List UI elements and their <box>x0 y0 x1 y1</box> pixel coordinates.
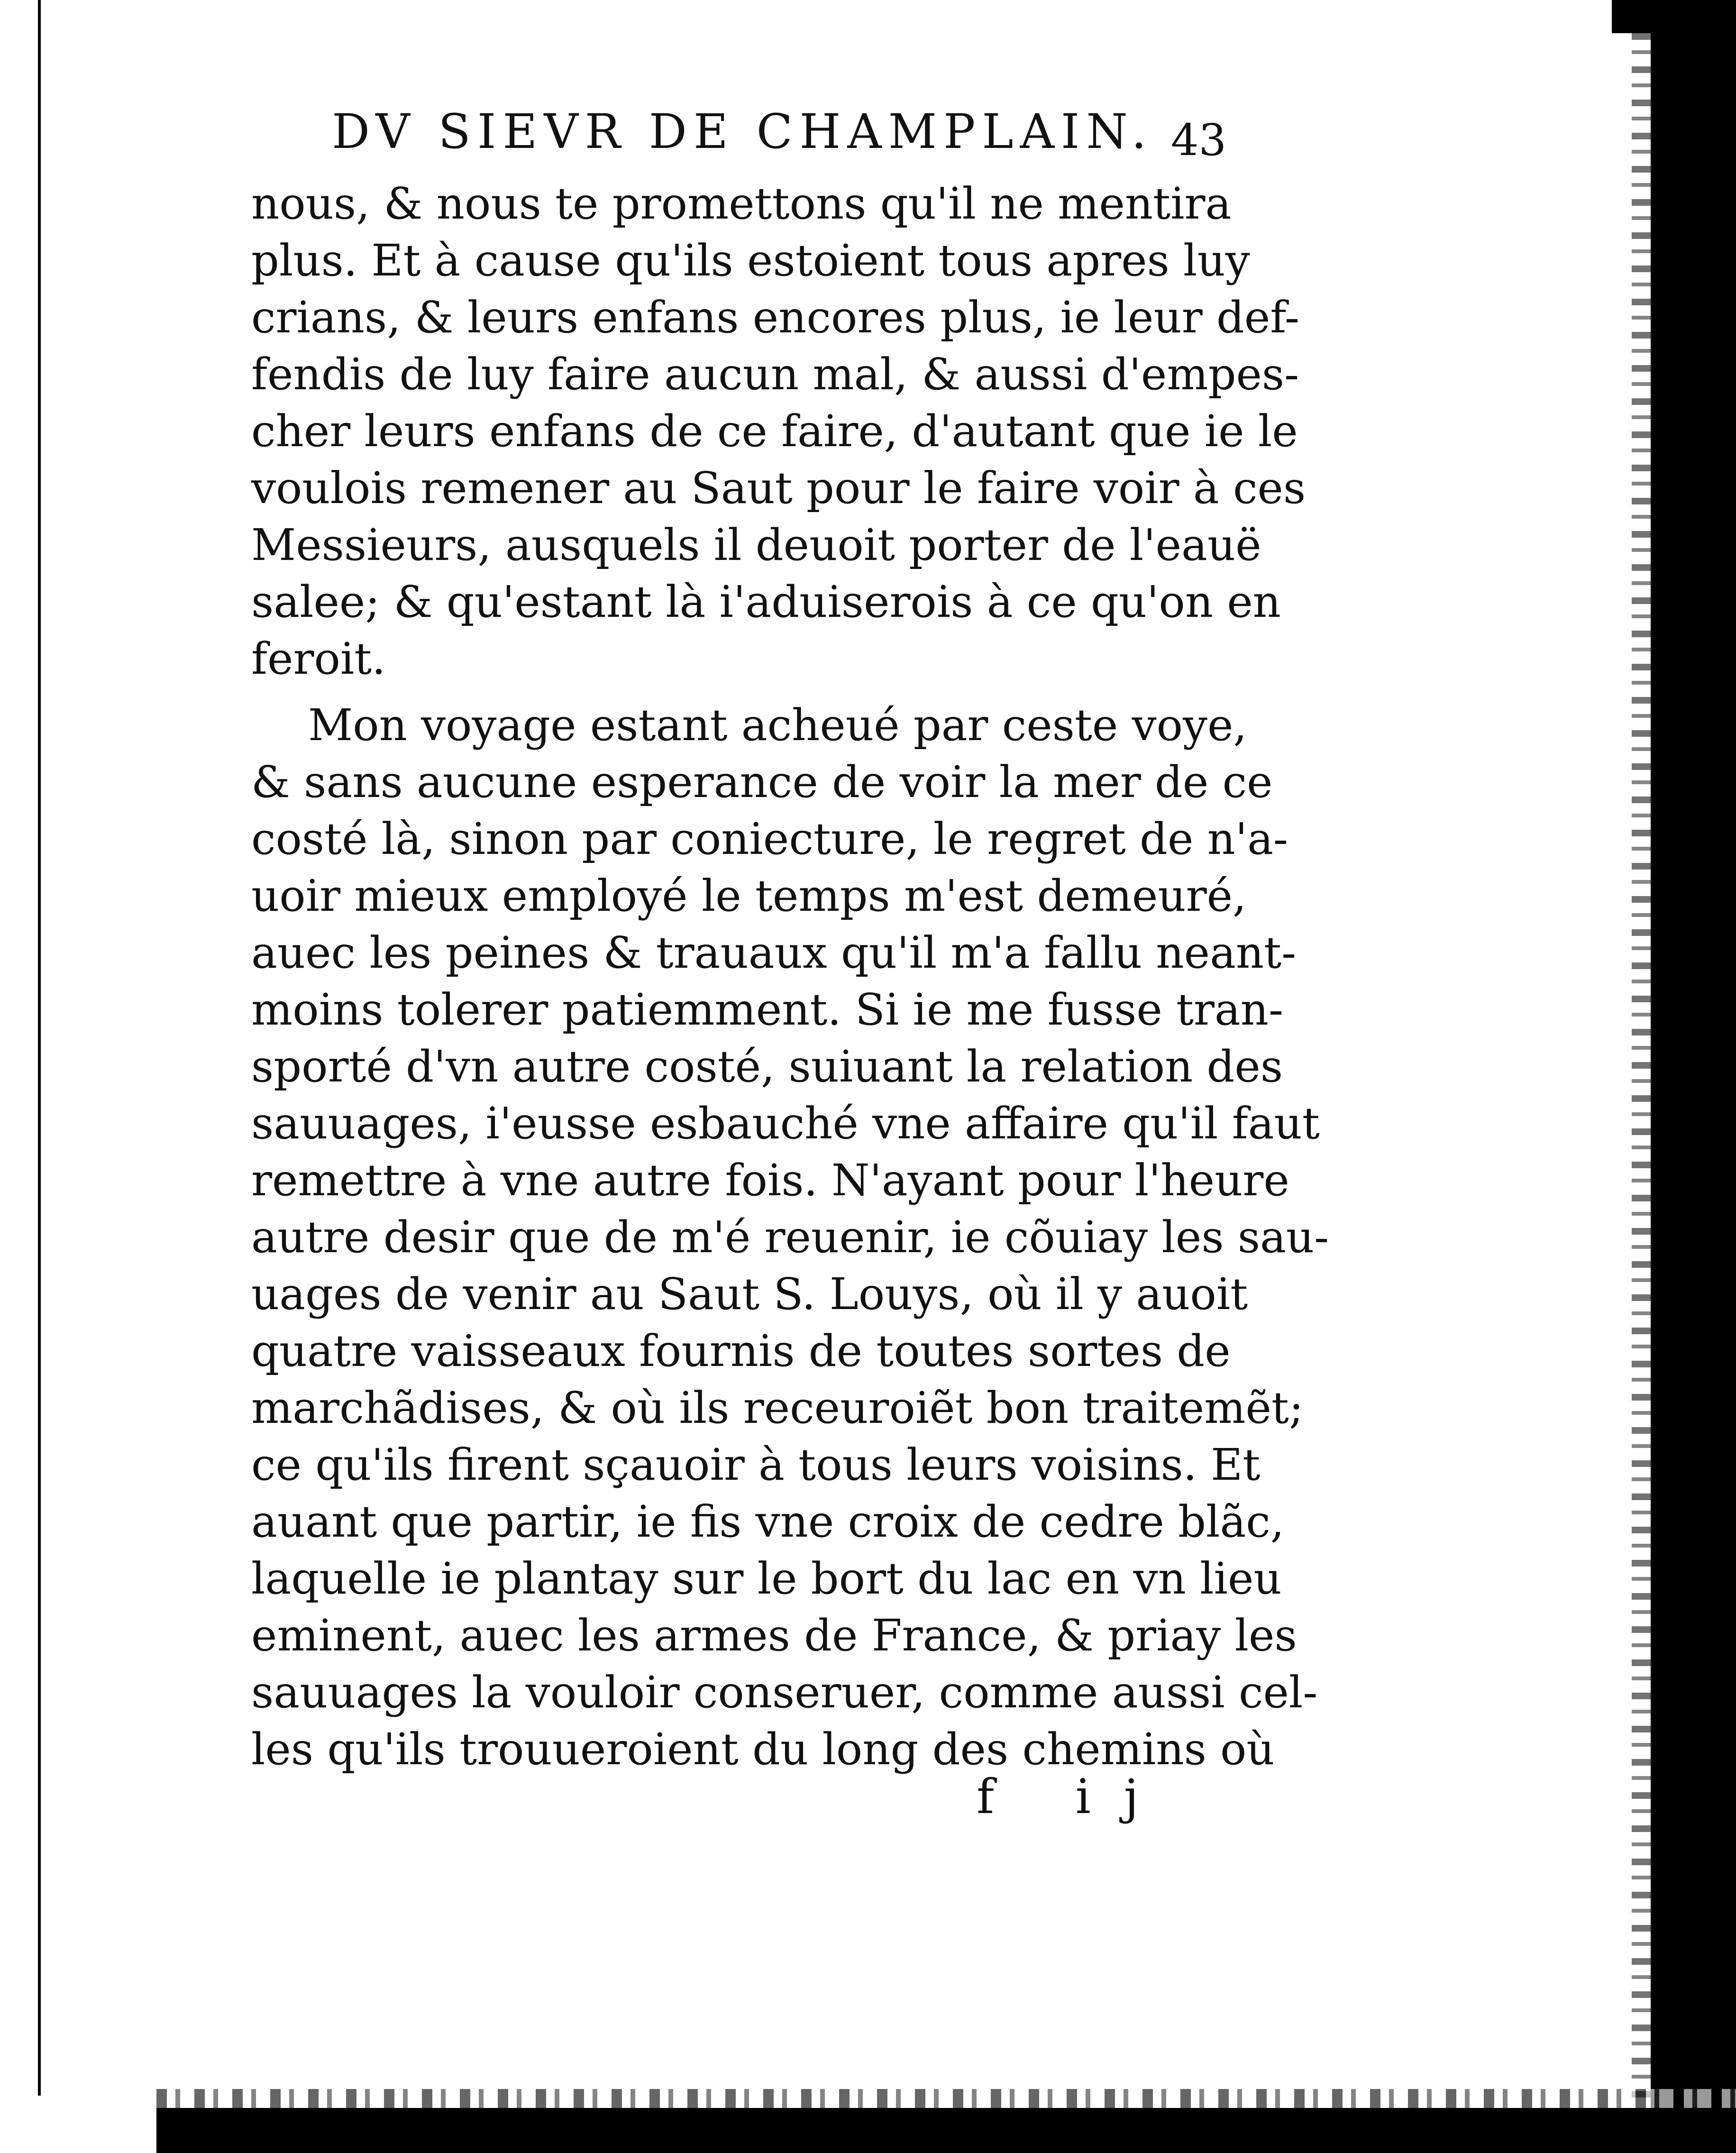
text-line: autre desir que de m'é reuenir, ie cõuiay les sau- <box>251 1212 1329 1263</box>
text-line: remettre à vne autre fois. N'ayant pour l'heure <box>251 1155 1289 1206</box>
text-line: les qu'ils trouueroient du long des chemins où <box>251 1724 1275 1775</box>
text-line: voulois remener au Saut pour le faire voir à ces <box>251 463 1306 513</box>
text-line: auec les peines & trauaux qu'il m'a fallu neant- <box>251 927 1297 978</box>
text-line: sporté d'vn autre costé, suiuant la relation des <box>251 1041 1283 1092</box>
text-line: costé là, sinon par coniecture, le regret de n'a- <box>251 814 1288 864</box>
page-number: 43 <box>1171 115 1227 165</box>
scan-bottom-strip <box>156 2108 1736 2153</box>
scan-top-strip <box>1612 0 1736 33</box>
text-line: ce qu'ils firent sçauoir à tous leurs voisins. Et <box>251 1439 1261 1490</box>
running-head: DV SIEVR DE CHAMPLAIN. <box>332 104 1153 159</box>
text-line: laquelle ie plantay sur le bort du lac en vn lieu <box>251 1553 1282 1604</box>
text-line-indented: Mon voyage estant acheué par ceste voye, <box>308 700 1247 751</box>
text-line: & sans aucune esperance de voir la mer de ce <box>251 757 1273 807</box>
text-line: sauuages la vouloir conseruer, comme aussi cel- <box>251 1667 1318 1718</box>
text-line: Messieurs, ausquels il deuoit porter de l'eauë <box>251 520 1261 570</box>
text-line: salee; & qu'estant là i'aduiserois à ce qu'on en <box>251 577 1281 627</box>
text-line: feroit. <box>251 633 386 684</box>
body-text <box>251 175 1329 1778</box>
signature-mark: f ij <box>977 1769 1172 1824</box>
scan-left-edge <box>38 0 41 2096</box>
text-line: auant que partir, ie fis vne croix de cedre blãc, <box>251 1496 1285 1547</box>
text-line: uages de venir au Saut S. Louys, où il y auoit <box>251 1269 1248 1319</box>
text-line: marchãdises, & où ils receuroiẽt bon traitemẽt; <box>251 1383 1304 1433</box>
text-line: nous, & nous te promettons qu'il ne mentira <box>251 178 1232 229</box>
scan-right-border <box>1651 0 1736 2153</box>
text-line: cher leurs enfans de ce faire, d'autant que ie le <box>251 406 1298 457</box>
text-line: moins tolerer patiemment. Si ie me fusse tran- <box>251 984 1284 1035</box>
paragraph-1 <box>251 175 1306 687</box>
text-line: fendis de luy faire aucun mal, & aussi d'empes- <box>251 349 1299 400</box>
paragraph-gap <box>251 687 1218 697</box>
text-line: sauuages, i'eusse esbauché vne affaire qu'il faut <box>251 1098 1320 1149</box>
text-line: uoir mieux employé le temps m'est demeuré, <box>251 870 1247 921</box>
paragraph-2 <box>251 697 1329 1778</box>
text-line: quatre vaisseaux fournis de toutes sortes de <box>251 1326 1231 1376</box>
text-line: plus. Et à cause qu'ils estoient tous apres luy <box>251 235 1250 286</box>
text-line: eminent, auec les armes de France, & priay les <box>251 1610 1297 1661</box>
text-line: crians, & leurs enfans encores plus, ie leur def- <box>251 292 1300 343</box>
